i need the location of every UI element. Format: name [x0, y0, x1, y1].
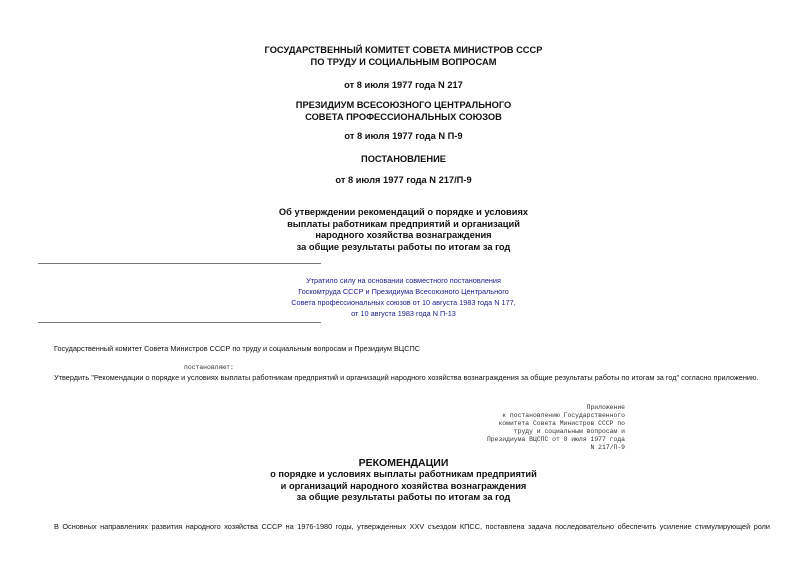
divider-top	[38, 263, 321, 264]
appendix-line-1: Приложение	[586, 404, 625, 411]
title-line-3: народного хозяйства вознаграждения	[315, 230, 492, 240]
intro-paragraph: Государственный комитет Совета Министров СССР по труду и социальным вопросам и Президиум ВЦСПС	[54, 344, 420, 353]
recommendations-line-2: и организаций народного хозяйства вознаграждения	[280, 480, 527, 491]
document-title	[0, 207, 807, 253]
presidium-line-2: СОВЕТА ПРОФЕССИОНАЛЬНЫХ СОЮЗОВ	[305, 111, 502, 122]
committee-line-2: ПО ТРУДУ И СОЦИАЛЬНЫМ ВОПРОСАМ	[310, 56, 497, 67]
recommendations-line-3: за общие результаты работы по итогам за год	[296, 492, 511, 502]
lost-force-link-4[interactable]: от 10 августа 1983 года N П-13	[351, 309, 456, 318]
presidium-name	[0, 100, 807, 123]
presidium-line-1: ПРЕЗИДИУМ ВСЕСОЮЗНОГО ЦЕНТРАЛЬНОГО	[295, 100, 512, 110]
approve-paragraph: Утвердить "Рекомендации о порядке и условиях выплаты работникам предприятий и организаций народного хозяйства вознаграждения за общие результаты работы по итогам за год" согласно приложению.	[54, 373, 759, 382]
committee-date: от 8 июля 1977 года N 217	[344, 80, 463, 90]
lost-force-prefix: Утратило силу на основании	[306, 276, 406, 285]
document-date: от 8 июля 1977 года N 217/П-9	[335, 175, 472, 185]
committee-name	[0, 45, 807, 68]
appendix-line-4: труду и социальным вопросам и	[513, 428, 625, 435]
lost-force-link-3[interactable]: Совета профессиональных союзов от 10 августа 1983 года N 177,	[291, 298, 516, 307]
presidium-date: от 8 июля 1977 года N П-9	[344, 131, 463, 141]
decree-word: постановляют:	[184, 364, 234, 371]
lost-force-link-2[interactable]: Госкомтруда СССР и Президиума Всесоюзного Центрального	[298, 287, 509, 296]
title-line-1: Об утверждении рекомендаций о порядке и условиях	[278, 207, 529, 217]
committee-line-1: ГОСУДАРСТВЕННЫЙ КОМИТЕТ СОВЕТА МИНИСТРОВ СССР	[264, 45, 543, 55]
title-line-2: выплаты работникам предприятий и организаций	[287, 218, 520, 229]
title-line-4: за общие результаты работы по итогам за год	[296, 241, 511, 252]
appendix-note	[487, 404, 625, 452]
document-type: ПОСТАНОВЛЕНИЕ	[361, 154, 446, 164]
appendix-line-5: Президиума ВЦСПС от 8 июля 1977 года	[486, 436, 625, 443]
appendix-line-6: N 217/П-9	[590, 444, 625, 451]
recommendations-title: РЕКОМЕНДАЦИИ	[358, 457, 449, 469]
divider-bottom	[38, 322, 321, 323]
lost-force-notice	[0, 275, 807, 319]
lost-force-link-1[interactable]: совместного постановления	[405, 276, 501, 285]
first-paragraph: В Основных направлениях развития народного хозяйства СССР на 1976-1980 годы, утвержденных XXV съездом КПСС, поставлена задача последовательно обеспечить усиление стимулирующей роли	[54, 522, 770, 531]
recommendations-subtitle	[0, 469, 807, 504]
appendix-line-3: комитета Совета Министров СССР по	[498, 420, 625, 427]
appendix-line-2: к постановлению Государственного	[502, 412, 625, 419]
recommendations-line-1: о порядке и условиях выплаты работникам предприятий	[270, 469, 537, 479]
